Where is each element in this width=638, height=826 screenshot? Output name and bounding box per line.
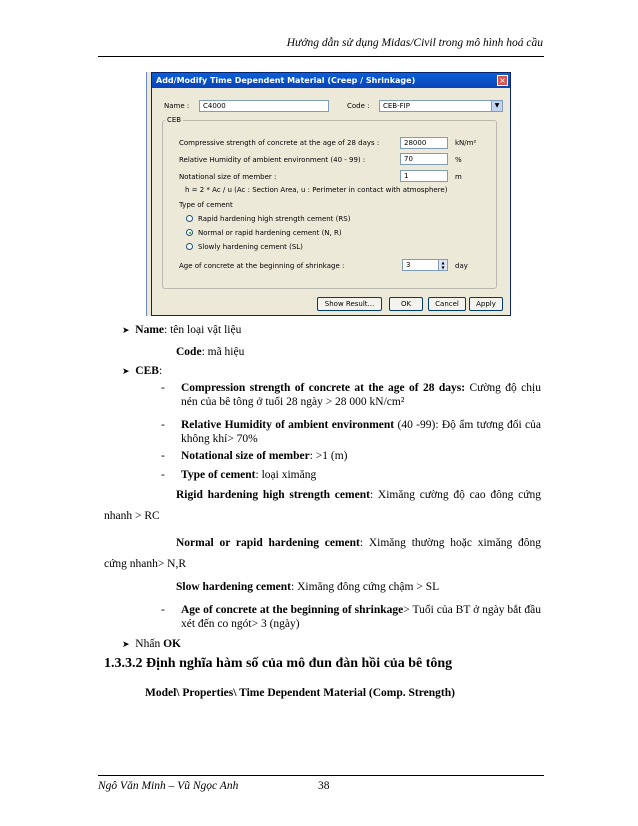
desc: : [158,365,163,377]
term: Code [176,346,202,358]
header-rule [98,56,544,57]
code-select-value: CEB-FIP [383,102,410,110]
code-label: Code : [347,102,370,110]
cement-sl-radio[interactable] [186,243,193,250]
ceb-group-title: CEB [167,116,182,124]
code-select[interactable] [379,100,503,112]
show-result-button[interactable]: Show Result... [317,297,382,311]
size-label: Notational size of member : [179,173,277,181]
desc: Nhấn [135,638,164,650]
term: Type of cement [181,469,256,481]
dash: - [161,382,165,394]
desc: : >1 (m) [309,450,348,462]
name-input[interactable]: C4000 [199,100,329,112]
close-button[interactable]: × [497,75,508,86]
age-unit: day [455,262,468,270]
desc: : tên loại vật liệu [164,324,242,336]
desc: : Ximăng đông cứng chậm > SL [291,581,440,593]
size-unit: m [455,173,462,181]
desc: (40 -99): Độ ẩm tương đối của không khí> 70% [181,419,542,445]
arrow-bullet-icon: ➤ [122,366,130,376]
term: Name [135,324,165,336]
term: OK [163,638,181,650]
dialog-title: Add/Modify Time Dependent Material (Creep / Shrinkage) [152,73,510,88]
list-item-humidity [181,418,541,446]
desc: : loại ximăng [255,469,317,481]
arrow-bullet-icon: ➤ [122,639,130,649]
bullet-ceb [122,364,162,378]
term: Normal or rapid hardening cement [176,537,360,549]
cement-nr-radio[interactable] [186,229,193,236]
term: Slow hardening cement [176,581,291,593]
desc: : Ximăng thường hoặc ximăng đông [359,537,541,549]
term: Age of concrete at the beginning of shrinkage [181,604,404,616]
spinner-icon[interactable]: ▲ ▼ [438,260,447,270]
term: Rigid hardening high strength cement [176,489,370,501]
term: Relative Humidity of ambient environment [181,419,395,431]
chevron-down-icon[interactable]: ▼ [491,101,502,111]
desc: : Ximăng cường độ cao đông cứng [369,489,541,501]
footer-rule [98,775,544,776]
size-input[interactable]: 1 [400,170,448,182]
list-item-size [181,449,348,463]
sl-paragraph [176,580,439,594]
list-item-age [181,603,541,631]
rs-continuation: nhanh > RC [104,510,160,522]
term: Compression strength of concrete at the age of 28 days: [181,382,466,394]
rs-paragraph [176,488,541,502]
size-note: h = 2 * Ac / u (Ac : Section Area, u : Perimeter in contact with atmosphere) [185,186,448,194]
age-input-value: 3 [406,261,411,269]
dash: - [161,469,165,481]
list-item-strength [181,381,541,409]
cement-nr-label: Normal or rapid hardening cement (N, R) [198,229,342,237]
dash: - [161,450,165,462]
age-label: Age of concrete at the beginning of shrinkage : [179,262,345,270]
cement-type-title: Type of cement [179,201,233,209]
section-heading: 1.3.3.2 Định nghĩa hàm số của mô đun đàn hồi của bê tông [104,656,453,671]
desc: : mã hiệu [201,346,245,358]
ok-button[interactable]: OK [389,297,423,311]
dash: - [161,604,165,616]
list-item-cement [181,468,316,482]
menu-path: Model\ Properties\ Time Dependent Material (Comp. Strength) [145,687,455,699]
page-header: Hướng dẫn sử dụng Midas/Civil trong mô hình hoá cầu [286,37,543,49]
term: CEB [135,365,159,377]
bullet-press-ok [122,637,181,651]
strength-label: Compressive strength of concrete at the age of 28 days : [179,139,380,147]
cement-rs-label: Rapid hardening high strength cement (RS) [198,215,351,223]
age-input[interactable] [402,259,448,271]
time-dependent-material-dialog [151,72,511,316]
nr-continuation: cứng nhanh> N,R [104,558,187,570]
code-line [176,345,244,359]
cement-rs-radio[interactable] [186,215,193,222]
desc: > Tuổi của BT ở ngày bắt đầu xét đến co ngót> 3 (ngày) [181,604,541,630]
nr-paragraph [176,536,541,550]
strength-unit: kN/m² [455,139,477,147]
term: Notational size of member [181,450,310,462]
desc: Cường độ chịu nén của bê tông ở tuổi 28 ngày > 28 000 kN/cm² [181,382,541,408]
footer-authors: Ngô Văn Minh – Vũ Ngọc Anh [98,780,239,792]
dash: - [161,419,165,431]
strength-input[interactable]: 28000 [400,137,448,149]
cement-sl-label: Slowly hardening cement (SL) [198,243,303,251]
apply-button[interactable]: Apply [469,297,503,311]
arrow-bullet-icon: ➤ [122,325,130,335]
name-label: Name : [164,102,190,110]
humidity-unit: % [455,156,462,164]
humidity-label: Relative Humidity of ambient environment (40 - 99) : [179,156,366,164]
humidity-input[interactable]: 70 [400,153,448,165]
page-number: 38 [318,780,330,792]
cancel-button[interactable]: Cancel [428,297,466,311]
bullet-name [122,323,241,337]
